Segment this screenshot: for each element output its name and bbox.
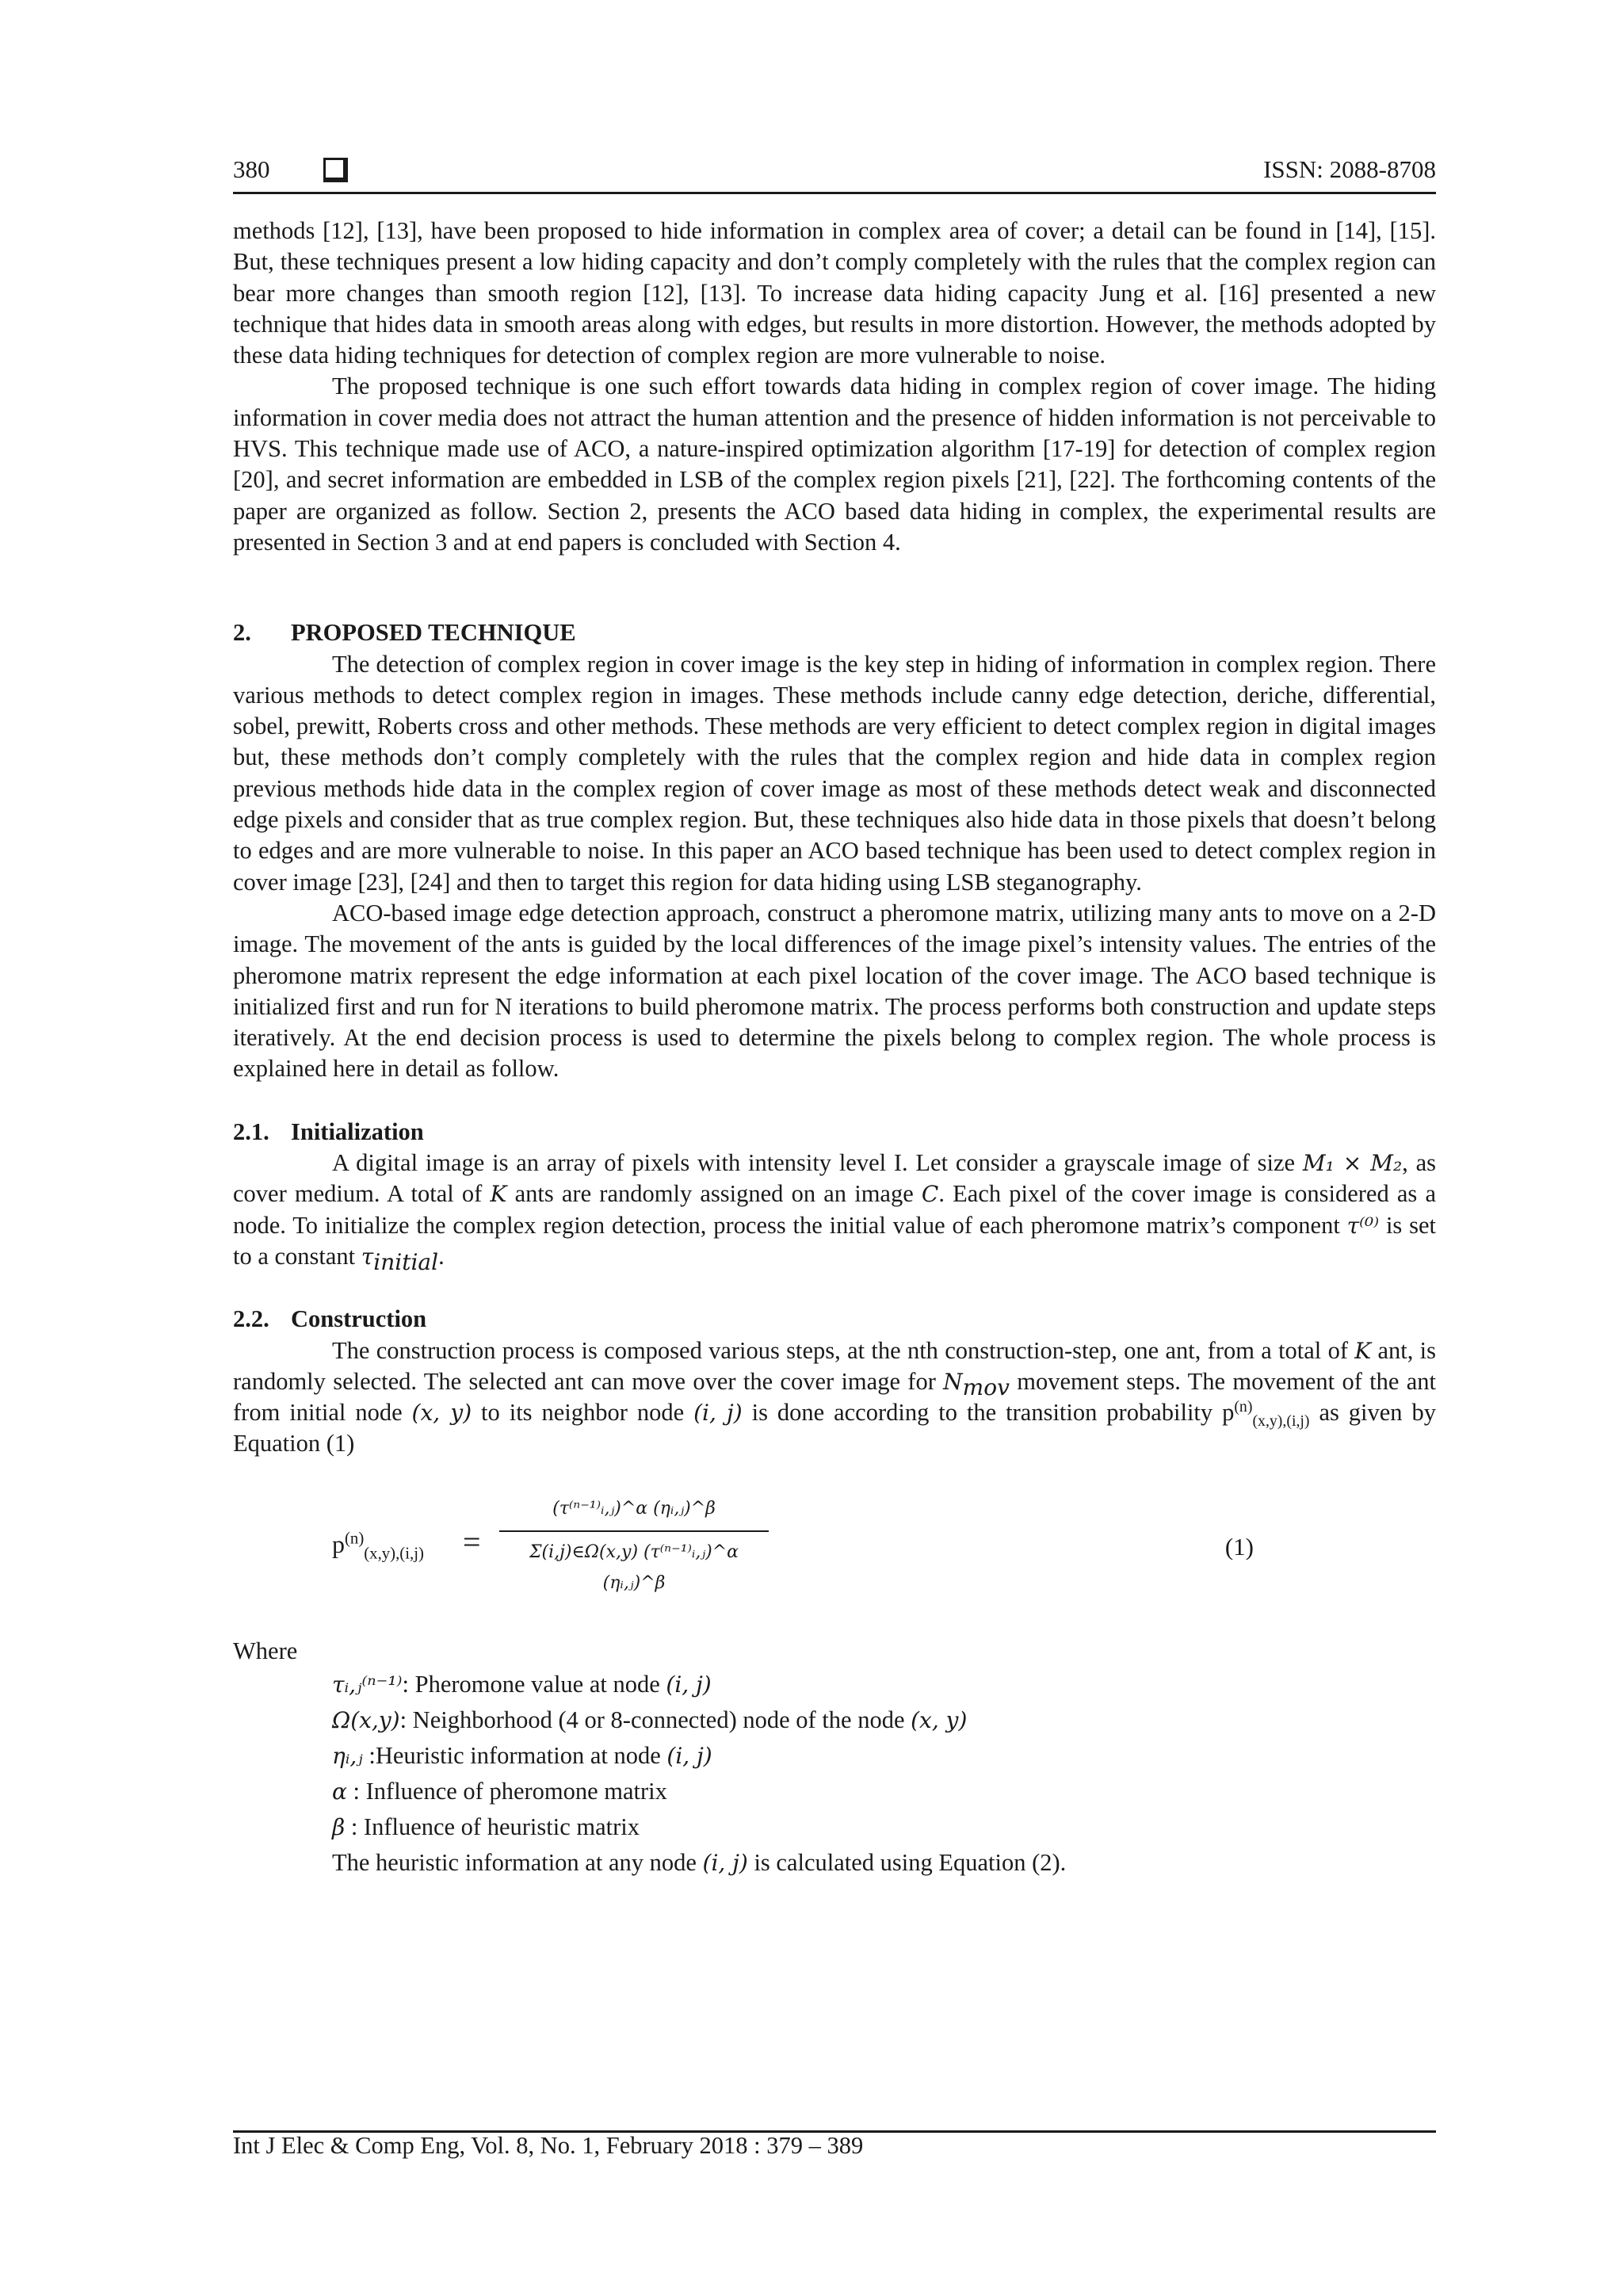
section-title: Construction bbox=[291, 1305, 427, 1333]
article-body bbox=[233, 216, 1436, 1881]
def-symbol: Ω(x,y) bbox=[332, 1706, 400, 1733]
def-symbol: β bbox=[332, 1813, 346, 1840]
definition-list bbox=[332, 1667, 1436, 1881]
text-run: . Each pixel of the cover image is considered as a node. To initialize the complex region detection, process the initial value of each pheromone matrix’s component bbox=[233, 1180, 1437, 1239]
math-superscript: (n) bbox=[1234, 1397, 1253, 1415]
equation-denominator: Σ(i,j)∈Ω(x,y) (τ⁽ⁿ⁻¹⁾ᵢ,ⱼ)^α (ηᵢ,ⱼ)^β bbox=[529, 1541, 739, 1594]
page-footer: Int J Elec & Comp Eng, Vol. 8, No. 1, February 2018 : 379 – 389 bbox=[233, 2132, 864, 2159]
definition-item bbox=[332, 1774, 1436, 1809]
math-k: K bbox=[1354, 1337, 1372, 1364]
definition-item bbox=[332, 1738, 1436, 1774]
def-text: :Heuristic information at node bbox=[362, 1741, 667, 1769]
math-tau-initial: τ bbox=[361, 1243, 374, 1270]
text-run: , as cover medium. A total of bbox=[233, 1149, 1436, 1208]
text-run: is done according to the transition probability bbox=[742, 1399, 1223, 1427]
def-tail: (x, y) bbox=[911, 1706, 968, 1733]
text-run: ants are randomly assigned on an image bbox=[506, 1180, 922, 1208]
def-symbol: ηᵢ,ⱼ bbox=[332, 1742, 363, 1769]
math-subscript: mov bbox=[962, 1373, 1010, 1400]
page-header bbox=[233, 155, 1436, 195]
def-text: : Pheromone value at node bbox=[402, 1670, 666, 1698]
math-xy: (x, y) bbox=[411, 1400, 472, 1427]
paragraph-1: methods [12], [13], have been proposed to hide information in complex area of cover; a detail can be found in [14], [15]. But, these techniques present a low hiding capacity and don’t comply completely with the rules that the complex region can bear more changes than smooth region [12], [13]. To increase data hiding capacity Jung et al. [16] presented a new technique that hides data in smooth areas along with edges, but results in more distortion. However, the methods adopted by these data hiding techniques for detection of complex region are more vulnerable to noise. bbox=[233, 217, 1436, 369]
equation-fraction bbox=[499, 1493, 769, 1599]
text-run: is set to a constant bbox=[233, 1211, 1436, 1270]
equation-label: (1) bbox=[1224, 1532, 1254, 1561]
section-title: PROPOSED TECHNIQUE bbox=[291, 619, 576, 647]
section-number: 2. bbox=[233, 619, 251, 647]
math-k: K bbox=[490, 1181, 507, 1208]
math-c: C bbox=[921, 1181, 939, 1208]
math-n: N bbox=[943, 1368, 963, 1395]
section-heading-2-1 bbox=[233, 1117, 1436, 1148]
paragraph-2: The proposed technique is one such effort towards data hiding in complex region of cover image. The hiding information in cover media does not attract the human attention and the presence of hidden information is not perceivable to HVS. This technique made use of ACO, a nature-inspired optimization algorithm [17-19] for detection of complex region [20], and secret information are embedded in LSB of the complex region pixels [21], [22]. The forthcoming contents of the paper are organized as follow. Section 2, presents the ACO based data hiding in complex, the experimental results are presented in Section 3 and at end papers is concluded with Section 4. bbox=[233, 372, 1436, 556]
text-run: is calculated using Equation (2). bbox=[747, 1848, 1067, 1876]
def-text: : Influence of heuristic matrix bbox=[345, 1813, 640, 1840]
math-subscript: initial bbox=[373, 1249, 439, 1275]
def-symbol: τᵢ,ⱼ⁽ⁿ⁻¹⁾ bbox=[332, 1671, 403, 1698]
section-title: Initialization bbox=[291, 1117, 424, 1145]
definition-item bbox=[332, 1667, 1436, 1702]
math-size: M₁ × M₂ bbox=[1302, 1150, 1403, 1177]
where-label: Where bbox=[233, 1637, 298, 1664]
text-run: to its neighbor node bbox=[472, 1399, 694, 1427]
section-heading-2-2 bbox=[233, 1304, 1436, 1335]
section-number: 2.1. bbox=[233, 1117, 269, 1145]
def-tail: (i, j) bbox=[666, 1671, 712, 1698]
math-p: p bbox=[1222, 1399, 1235, 1427]
math-ij: (i, j) bbox=[693, 1400, 743, 1427]
text-run: The heuristic information at any node bbox=[332, 1848, 703, 1876]
equals-sign: = bbox=[463, 1523, 481, 1560]
definition-item bbox=[332, 1809, 1436, 1845]
section-heading-2 bbox=[233, 617, 1436, 648]
equation-1 bbox=[233, 1493, 1436, 1612]
def-tail: (i, j) bbox=[666, 1742, 712, 1769]
math-superscript: (n) bbox=[345, 1529, 365, 1548]
paragraph-3: The detection of complex region in cover image is the key step in hiding of information in complex region. There various methods to detect complex region in images. These methods include canny edge detection, deriche, differential, sobel, prewitt, Roberts cross and other methods. These methods are very efficient to detect complex region in digital images but, these methods don’t comply completely with the rules that the complex region and hide data in complex region previous methods hide data in the complex region of cover image as most of these methods detect weak and disconnected edge pixels and consider that as true complex region. But, these techniques also hide data in those pixels that doesn’t belong to edges and are more vulnerable to noise. In this paper an ACO based technique has been used to detect complex region in cover image [23], [24] and then to target this region for data hiding using LSB steganography. bbox=[233, 650, 1436, 896]
text-run: A digital image is an array of pixels with intensity level I. Let consider a grayscale image of size bbox=[332, 1149, 1303, 1177]
issn-label: ISSN: 2088-8708 bbox=[1263, 155, 1436, 183]
paragraph-4: ACO-based image edge detection approach, construct a pheromone matrix, utilizing many ants to move on a 2-D image. The movement of the ants is guided by the local differences of the image pixel’s intensity values. The entries of the pheromone matrix represent the edge information at each pixel location of the cover image. The ACO based technique is initialized first and run for N iterations to build pheromone matrix. The process performs both construction and update steps iteratively. At the end decision process is used to determine the pixels belong to complex region. The whole process is explained here in detail as follow. bbox=[233, 899, 1436, 1083]
text-run: as given by Equation (1) bbox=[233, 1399, 1436, 1457]
def-text: : Neighborhood (4 or 8-connected) node of the node bbox=[399, 1706, 911, 1733]
def-symbol: α bbox=[332, 1778, 347, 1805]
paragraph-5: A digital image is an array of pixels with intensity level I. Let consider a grayscale image of size M₁ × M₂, as cover medium. A total of K ants are randomly assigned on an image C. Each pixel of the cover image is considered as a node. To initialize the complex region detection, process the initial value of each pheromone matrix’s component τ⁽⁰⁾ is set to a constant $\tau_{initial}$. bbox=[233, 1149, 1437, 1275]
paragraph-6 bbox=[233, 1335, 1436, 1460]
math-subscript: (x,y),(i,j) bbox=[1252, 1412, 1310, 1431]
header-rule bbox=[233, 192, 1436, 194]
section-number: 2.2. bbox=[233, 1305, 269, 1333]
text-run: movement steps. The movement of the ant from initial node bbox=[233, 1367, 1436, 1427]
equation-numerator: (τ⁽ⁿ⁻¹⁾ᵢ,ⱼ)^α (ηᵢ,ⱼ)^β bbox=[552, 1498, 716, 1519]
math-tau0: τ⁽⁰⁾ bbox=[1346, 1212, 1380, 1239]
text-run: The construction process is composed various steps, at the nth construction-step, one ant, from a total of bbox=[332, 1336, 1355, 1364]
def-text: : Influence of pheromone matrix bbox=[346, 1777, 667, 1805]
math-ij: (i, j) bbox=[702, 1849, 748, 1876]
math-p: p bbox=[332, 1529, 345, 1558]
equation-lhs bbox=[332, 1529, 424, 1563]
math-subscript: (x,y),(i,j) bbox=[364, 1544, 424, 1563]
page-number: 380 bbox=[233, 155, 270, 183]
text-run: ant, is randomly selected. The selected ant can move over the cover image for bbox=[233, 1336, 1436, 1395]
definition-closing bbox=[332, 1845, 1436, 1881]
square-box-icon bbox=[323, 158, 348, 182]
definition-item bbox=[332, 1702, 1436, 1738]
